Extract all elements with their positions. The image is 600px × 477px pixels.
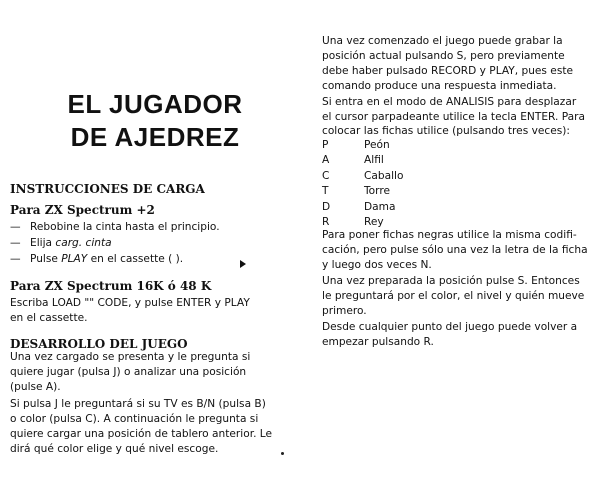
play-triangle-icon	[240, 260, 246, 268]
game-para2-line-4: dirá qué color elige y qué nivel escoge.	[10, 443, 219, 455]
piece-name: Dama	[364, 200, 396, 213]
right-para2-line-3: colocar las fichas utilice (pulsando tres veces):	[322, 125, 570, 137]
load-instruction-line-1: Escriba LOAD "" CODE, y pulse ENTER y PLAY	[10, 297, 250, 309]
step-text-pre: Pulse	[30, 252, 62, 265]
print-mark	[281, 452, 284, 455]
spectrum-plus2-heading: Para ZX Spectrum +2	[10, 203, 155, 217]
title-line-1: EL JUGADOR	[67, 89, 243, 119]
list-item	[10, 252, 220, 268]
right-para1-line-1: Una vez comenzado el juego puede grabar la	[322, 35, 563, 47]
game-para2-line-3: quiere cargar una posición de tablero anterior. Le	[10, 428, 273, 440]
document-title	[10, 88, 300, 154]
piece-codes-list	[322, 138, 403, 230]
right-para3-line-3: y luego dos veces N.	[322, 259, 432, 271]
right-para1-line-4: comando produce una respuesta inmediata.	[322, 80, 557, 92]
game-para1-line-2: quiere jugar (pulsa J) o analizar una posición	[10, 366, 247, 378]
list-item	[322, 153, 403, 168]
spectrum-16k-48k-heading: Para ZX Spectrum 16K ó 48 K	[10, 279, 212, 293]
right-para3-line-2: cación, pero pulse sólo una vez la letra de la ficha	[322, 244, 588, 256]
step-text-post: en el cassette ( ).	[87, 252, 184, 265]
right-para5-line-2: empezar pulsando R.	[322, 336, 434, 348]
right-para4-line-1: Una vez preparada la posición pulse S. Entonces	[322, 275, 580, 287]
loading-instructions-heading: INSTRUCCIONES DE CARGA	[10, 182, 205, 196]
dash-marker: —	[10, 221, 21, 233]
piece-name: Alfil	[364, 154, 384, 167]
title-line-2: DE AJEDREZ	[70, 122, 240, 152]
right-para4-line-2: le preguntará por el color, el nivel y quién mueve	[322, 290, 585, 302]
list-item	[322, 169, 403, 184]
piece-key: D	[322, 200, 331, 213]
list-item	[322, 200, 403, 215]
list-item	[322, 138, 403, 153]
game-para2-line-2: o color (pulsa C). A continuación le pregunta si	[10, 413, 259, 425]
piece-name: Rey	[364, 216, 384, 229]
step-text-pre: Elija	[30, 236, 56, 249]
piece-name: Peón	[364, 139, 390, 151]
right-para4-line-3: primero.	[322, 305, 367, 317]
step-text: Rebobine la cinta hasta el principio.	[30, 221, 220, 233]
dash-marker: —	[10, 252, 21, 265]
piece-key: C	[322, 169, 330, 182]
game-para2-line-1: Si pulsa J le preguntará si su TV es B/N (pulsa B)	[10, 398, 266, 410]
right-para1-line-3: debe haber pulsado RECORD y PLAY, pues este	[322, 65, 574, 77]
piece-key: T	[322, 185, 329, 198]
right-para3-line-1: Para poner fichas negras utilice la misma codifi-	[322, 229, 577, 241]
piece-key: P	[322, 139, 329, 151]
right-para2-line-2: el cursor parpadeante utilice la tecla ENTER. Para	[322, 111, 585, 123]
step-text-italic: PLAY	[61, 252, 88, 265]
piece-key: A	[322, 154, 330, 167]
step-text-italic: carg. cinta	[55, 236, 112, 249]
dash-marker: —	[10, 236, 21, 249]
list-item	[322, 184, 403, 199]
game-para1-line-1: Una vez cargado se presenta y le pregunta si	[10, 351, 251, 363]
right-para5-line-1: Desde cualquier punto del juego puede volver a	[322, 321, 578, 333]
game-development-heading: DESARROLLO DEL JUEGO	[10, 337, 188, 351]
plus2-steps-list	[10, 220, 220, 267]
piece-name: Caballo	[364, 169, 404, 182]
game-para1-line-3: (pulse A).	[10, 381, 61, 393]
piece-name: Torre	[364, 185, 390, 198]
piece-key: R	[322, 216, 330, 229]
list-item	[10, 220, 220, 236]
list-item	[10, 236, 220, 252]
load-instruction-line-2: en el cassette.	[10, 312, 88, 324]
right-para2-line-1: Si entra en el modo de ANALISIS para desplazar	[322, 96, 577, 108]
right-para1-line-2: posición actual pulsando S, pero previamente	[322, 50, 565, 62]
